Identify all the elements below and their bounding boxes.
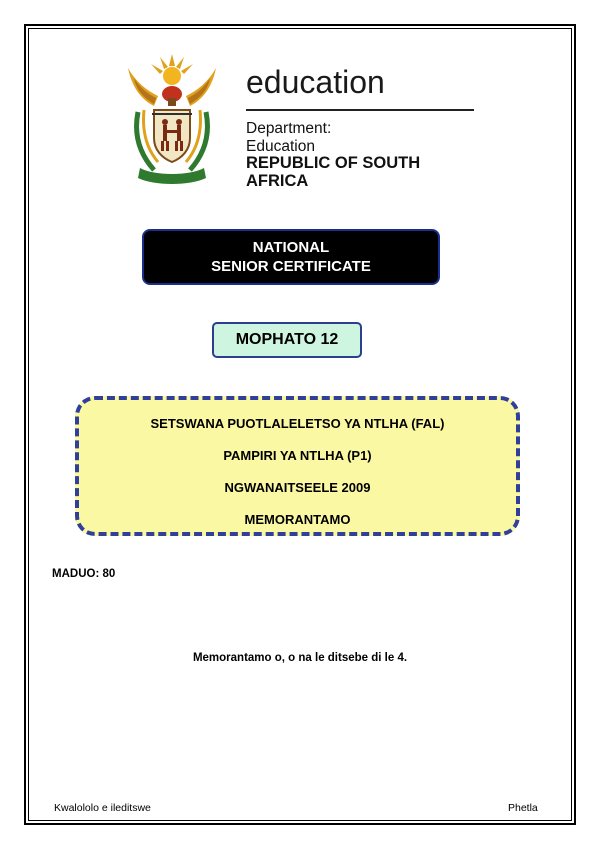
footer-copyright: Kwalololo e ileditswe (54, 802, 151, 814)
coat-of-arms-icon (124, 52, 220, 186)
department-label: Department: (246, 120, 332, 137)
paper-number: PAMPIRI YA NTLHA (P1) (223, 448, 372, 463)
logo-divider (246, 109, 474, 111)
total-marks: MADUO: 80 (52, 568, 116, 580)
logo-wordmark: education (246, 64, 385, 100)
exam-date: NGWANAITSEELE 2009 (224, 480, 371, 495)
certificate-title-box (142, 229, 440, 285)
page-count-note: Memorantamo o, o na le ditsebe di le 4. (192, 652, 408, 664)
department-logo (120, 50, 480, 190)
certificate-title-line1: NATIONAL (252, 239, 330, 256)
subject-info-box (75, 396, 520, 536)
country-name: REPUBLIC OF SOUTH AFRICA (246, 154, 421, 190)
footer-turn-over: Phetla (508, 802, 538, 814)
subject-name: SETSWANA PUOTLALELETSO YA NTLHA (FAL) (150, 416, 445, 431)
document-type: MEMORANTAMO (244, 512, 351, 527)
grade-badge: MOPHATO 12 (212, 322, 362, 358)
department-name: Education (246, 138, 315, 155)
certificate-title-line2: SENIOR CERTIFICATE (211, 258, 371, 275)
